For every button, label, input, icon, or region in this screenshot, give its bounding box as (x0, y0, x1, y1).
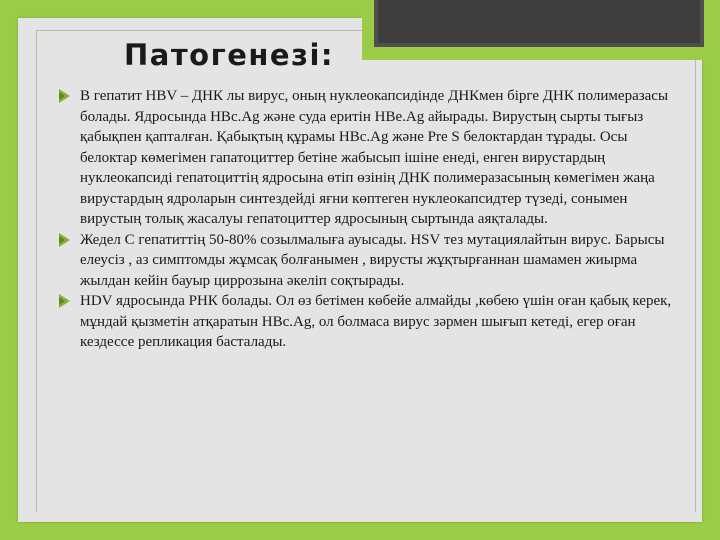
green-triangle-bullet-icon (58, 294, 70, 308)
slide-title: Патогенезі: (124, 38, 334, 72)
accent-block-dark (378, 0, 700, 43)
green-triangle-bullet-icon (58, 89, 70, 103)
bullet-text: В гепатит HBV – ДНК лы вирус, оның нуклеокапсидінде ДНКмен бірге ДНК полимеразасы болады. Ядросында HBc.Ag және суда еритін HBe.Ag айырады. Вирустың сырты тығыз қабықпен қапталған. Қабықтың құрамы HBc.Ag және Pre S белоктардан тұрады. Осы белоктар көмегімен гапатоциттер бетіне жабысып ішіне енеді, енген вирустардың нуклеокапсиді гепатоциттің ядросына өтіп өзінің ДНК полимеразасының көмегімен жаңа вирустардың ядроларын синтездейді яғни көптеген нуклеокапсидтер түзеді, сонымен вирустың толық жасалуы гепатоциттер ядросының сыртында аяқталады. (80, 88, 669, 227)
green-triangle-bullet-icon (58, 233, 70, 247)
bullet-list (58, 86, 686, 353)
bullet-item (58, 230, 686, 292)
bullet-item (58, 291, 686, 353)
bullet-item (58, 86, 686, 230)
bullet-text: Жедел С гепатиттің 50-80% созылмалыға ауысады. HSV тез мутациялайтын вирус. Барысы елеусіз , аз симптомды жұмсақ болғанымен , вирусты жұқтырғаннан шамамен жиырма жылдан кейін бауыр циррозына әкеліп соқтырады. (80, 231, 665, 289)
bullet-text: HDV ядросында РНК болады. Ол өз бетімен көбейе алмайды ,көбею үшін оған қабық керек, мұндай қызметін атқаратын HBc.Ag, ол болмаса вирус зәрмен шығып кетеді, егер оған кездессе репликация басталады. (80, 293, 672, 350)
